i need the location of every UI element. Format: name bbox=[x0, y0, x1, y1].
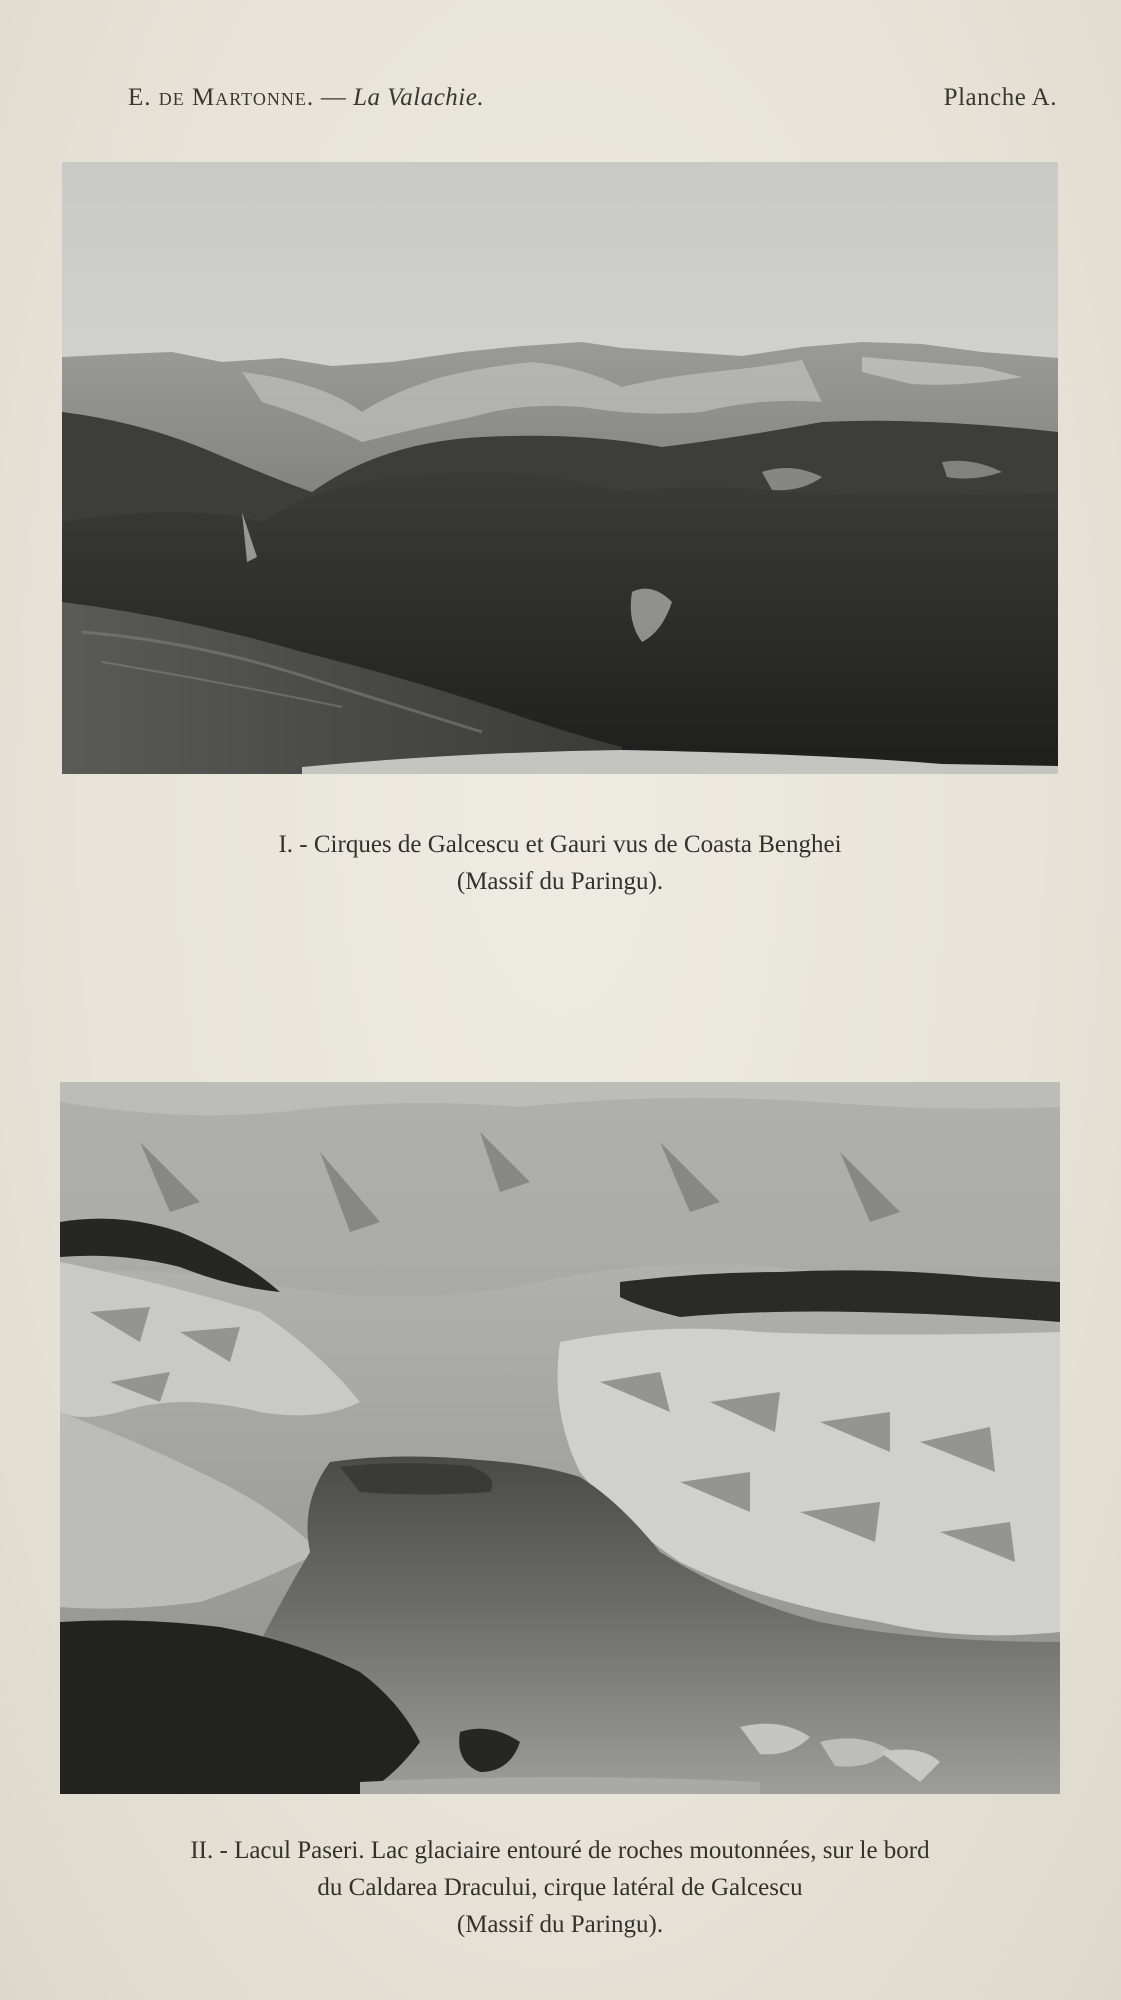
caption-line: (Massif du Paringu). bbox=[456, 868, 664, 895]
header-separator: — bbox=[320, 84, 347, 111]
caption-line: I. - Cirques de Galcescu et Gauri vus de Coasta Benghei bbox=[278, 831, 842, 858]
photo-lake-image bbox=[60, 1082, 1060, 1794]
author-name: E. de Martonne. bbox=[128, 84, 315, 111]
caption-line: du Caldarea Dracului, cirque latéral de Galcescu bbox=[317, 1874, 803, 1901]
caption-line: II. - Lacul Paseri. Lac glaciaire entouré de roches moutonnées, sur le bord bbox=[190, 1837, 930, 1864]
caption-plate-1 bbox=[60, 826, 1060, 900]
photo-cirques-image bbox=[62, 162, 1058, 774]
caption-plate-2 bbox=[60, 1832, 1060, 1943]
photo-lacul-paseri bbox=[60, 1082, 1060, 1794]
caption-line: (Massif du Paringu). bbox=[456, 1911, 664, 1938]
running-head bbox=[128, 84, 484, 112]
photo-cirques-panorama bbox=[62, 162, 1058, 774]
work-title: La Valachie. bbox=[353, 84, 485, 111]
plate-label: Planche A. bbox=[943, 84, 1057, 111]
